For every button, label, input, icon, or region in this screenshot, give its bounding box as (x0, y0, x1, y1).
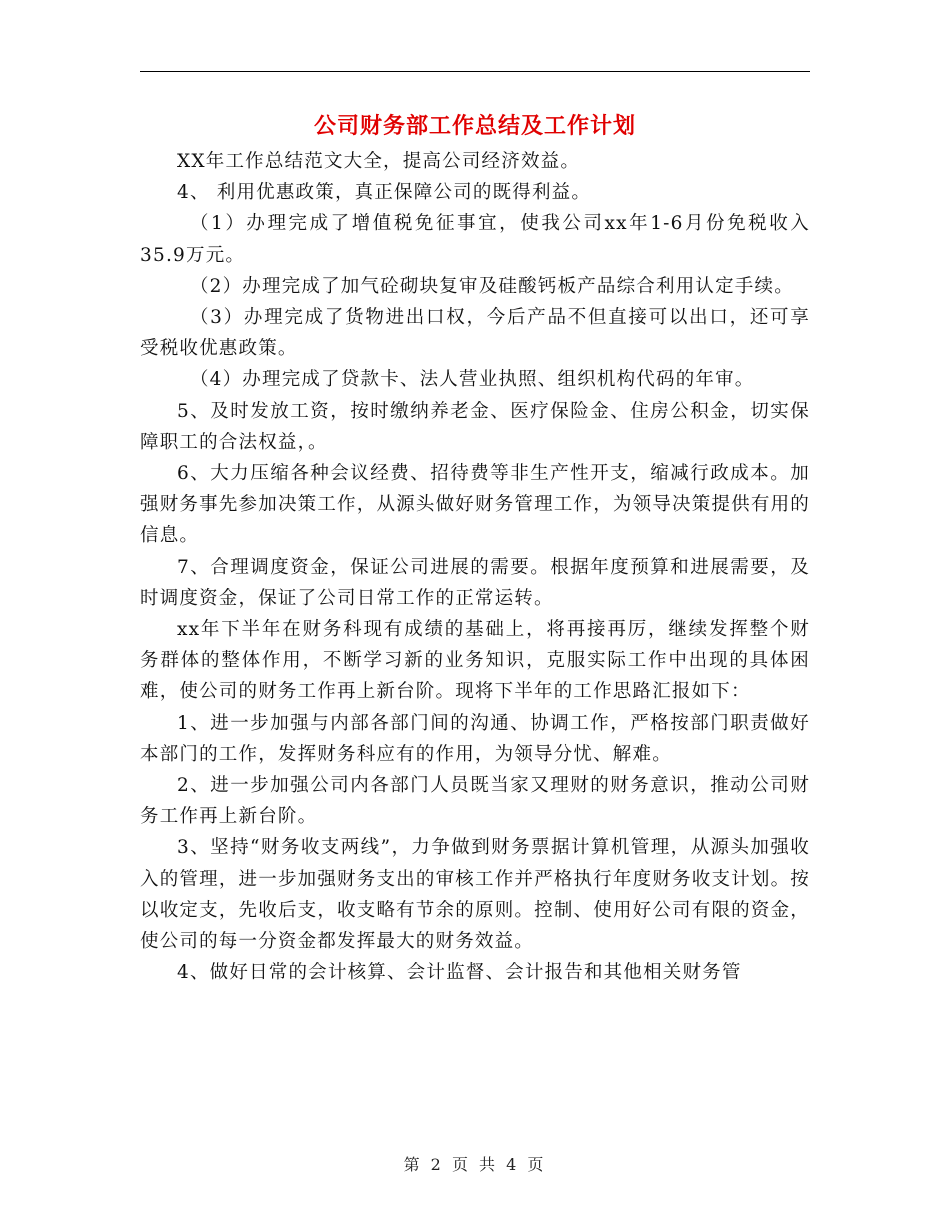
paragraph: 4、做好日常的会计核算、会计监督、会计报告和其他相关财务管 (177, 962, 742, 984)
document-title: 公司财务部工作总结及工作计划 (313, 113, 636, 139)
document-body (140, 146, 810, 988)
paragraph: （3）办理完成了货物进出口权，今后产品不但直接可以出口，还可享受税收优惠政策。 (140, 307, 810, 360)
paragraph: 2、进一步加强公司内各部门人员既当家又理财的财务意识，推动公司财务工作再上新台阶。 (140, 775, 810, 828)
paragraph: 6、大力压缩各种会议经费、招待费等非生产性开支，缩减行政成本。加强财务事先参加决策工作，从源头做好财务管理工作，为领导决策提供有用的信息。 (140, 463, 810, 547)
paragraph: （4）办理完成了贷款卡、法人营业执照、组织机构代码的年审。 (189, 369, 755, 391)
paragraph: 1、进一步加强与内部各部门间的沟通、协调工作，严格按部门职责做好本部门的工作，发挥财务科应有的作用，为领导分忧、解难。 (140, 712, 810, 765)
header-rule (140, 71, 810, 72)
paragraph: XX年工作总结范文大全，提高公司经济效益。 (177, 151, 581, 172)
paragraph: xx年下半年在财务科现有成绩的基础上，将再接再厉，继续发挥整个财务群体的整体作用，不断学习新的业务知识，克服实际工作中出现的具体困难，使公司的财务工作再上新台阶。现将下半年的工作思路汇报如下： (140, 619, 810, 703)
paragraph: 3、坚持“财务收支两线”，力争做到财务票据计算机管理，从源头加强收入的管理，进一步加强财务支出的审核工作并严格执行年度财务收支计划。按以收定支，先收后支，收支略有节余的原则。控制、使用好公司有限的资金，使公司的每一分资金都发挥最大的财务效益。 (140, 837, 810, 953)
paragraph: 4、 利用优惠政策，真正保障公司的既得利益。 (177, 182, 592, 204)
page-footer: 第 2 页 共 4 页 (403, 1155, 547, 1174)
paragraph: （2）办理完成了加气砼砌块复审及硅酸钙板产品综合利用认定手续。 (189, 275, 794, 297)
paragraph: （1）办理完成了增值税免征事宜，使我公司xx年1-6月份免税收入35.9万元。 (140, 213, 810, 266)
paragraph: 5、及时发放工资，按时缴纳养老金、医疗保险金、住房公积金，切实保障职工的合法权益，。 (140, 400, 810, 453)
paragraph: 7、合理调度资金，保证公司进展的需要。根据年度预算和进展需要，及时调度资金，保证了公司日常工作的正常运转。 (140, 556, 810, 609)
